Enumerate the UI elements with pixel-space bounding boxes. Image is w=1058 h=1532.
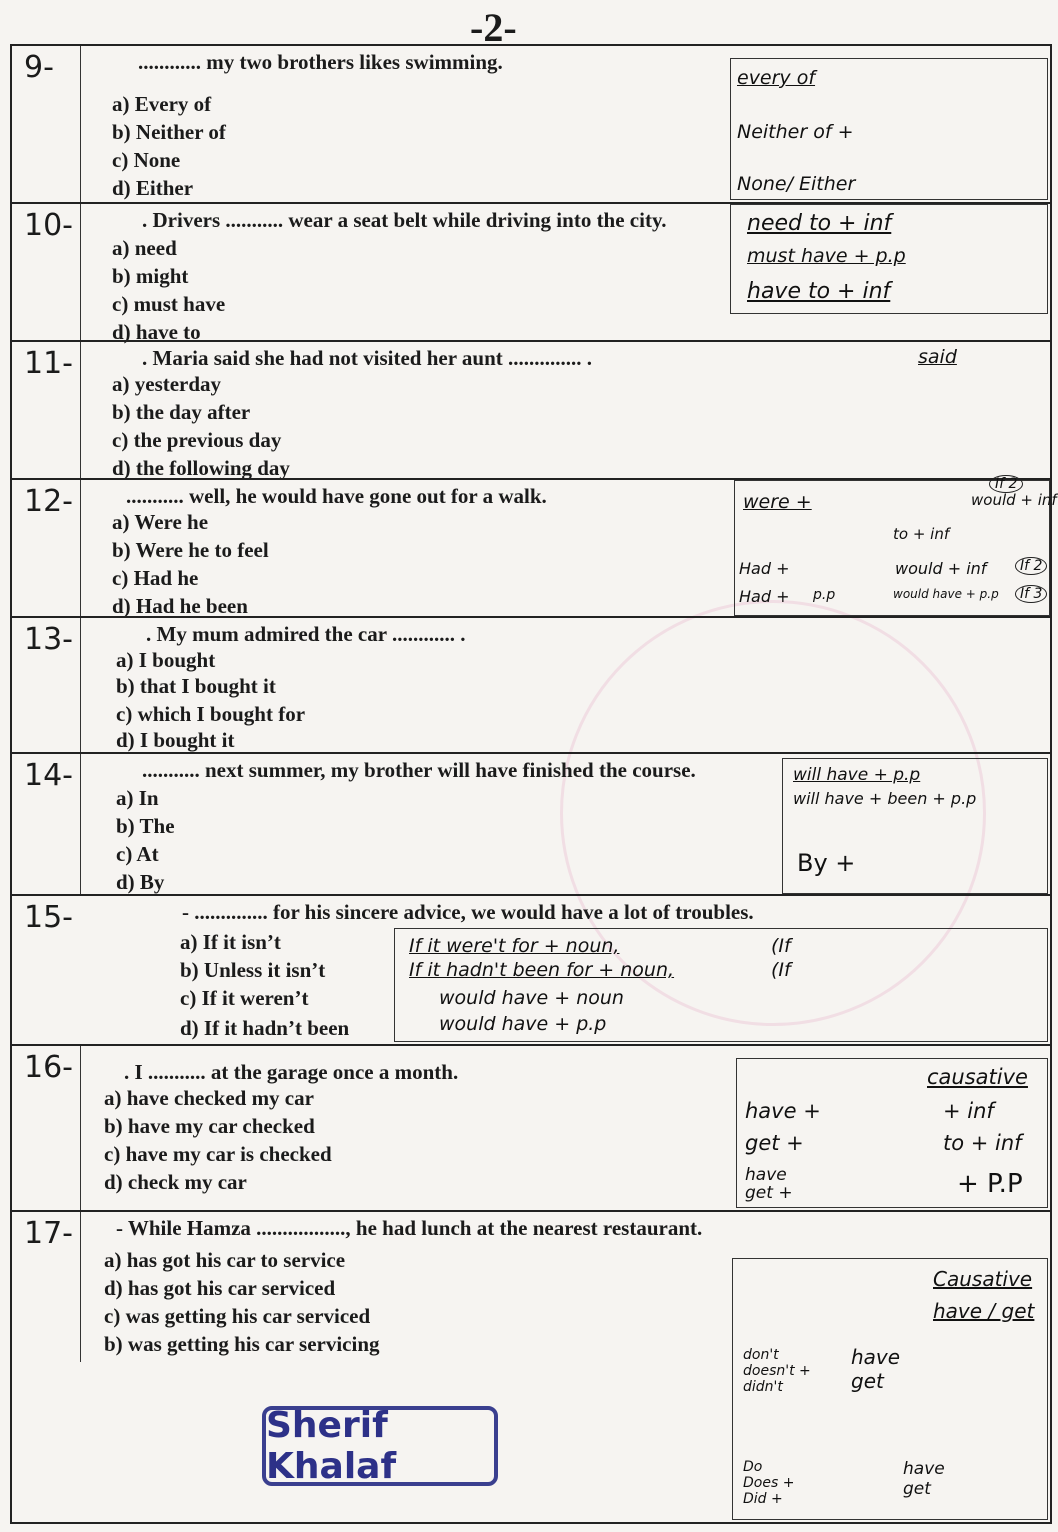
question-row (12, 46, 1050, 202)
question-number: 16- (24, 1050, 73, 1085)
handwritten-note: would + inf (895, 559, 987, 578)
handwritten-note: p.p (813, 587, 836, 603)
handwritten-note: doesn't + (743, 1363, 811, 1379)
handwritten-note: need to + inf (747, 211, 892, 236)
question-number: 10- (24, 208, 73, 243)
note-box (782, 758, 1048, 894)
note-box (734, 476, 1057, 616)
question-number: 12- (24, 484, 73, 519)
option-b[interactable]: b) might (112, 264, 189, 288)
handwritten-note: would have + p.p (893, 587, 999, 601)
option-a[interactable]: a) Were he (112, 510, 209, 534)
option-a[interactable]: a) have checked my car (104, 1086, 314, 1110)
question-text: . Drivers ........... wear a seat belt while driving into the city. (142, 208, 667, 232)
worksheet (10, 44, 1057, 1524)
question-number: 9- (24, 50, 54, 85)
option-b[interactable]: b) Were he to feel (112, 538, 269, 562)
handwritten-note: None/ Either (737, 173, 856, 195)
option-b[interactable]: b) have my car checked (104, 1114, 315, 1138)
handwritten-note: to + inf (943, 1131, 1022, 1155)
handwritten-note: were + (743, 491, 812, 513)
handwritten-note: If it hadn't been for + noun, (409, 959, 675, 981)
handwritten-note: By + (797, 849, 856, 877)
option-d[interactable]: d) the following day (112, 456, 290, 480)
option-a[interactable]: a) In (116, 786, 159, 810)
note-box (736, 1058, 1048, 1208)
option-d[interactable]: d) check my car (104, 1170, 247, 1194)
handwritten-note: would have + noun (439, 987, 624, 1009)
question-row (12, 340, 1050, 478)
question-text: ............ my two brothers likes swimming. (138, 50, 503, 74)
handwritten-note: Had + (739, 587, 790, 606)
handwritten-note: (If (771, 935, 791, 957)
option-a[interactable]: a) If it isn’t (180, 930, 281, 954)
question-text: . I ........... at the garage once a month. (124, 1060, 459, 1084)
option-d[interactable]: d) have to (112, 320, 201, 344)
option-d[interactable]: d) If it hadn’t been (180, 1016, 350, 1040)
handwritten-note: have (903, 1459, 945, 1479)
handwritten-note: would have + p.p (439, 1013, 607, 1035)
question-row (12, 1044, 1050, 1210)
question-number: 14- (24, 758, 73, 793)
option-c[interactable]: c) must have (112, 292, 226, 316)
option-c[interactable]: c) If it weren’t (180, 986, 309, 1010)
question-text: ........... well, he would have gone out for a walk. (126, 484, 547, 508)
handwritten-note: have + (745, 1099, 821, 1123)
handwritten-note: have / get (933, 1299, 1035, 1323)
option-c[interactable]: c) was getting his car serviced (104, 1304, 371, 1328)
question-row (12, 1210, 1050, 1526)
option-b[interactable]: b) Unless it isn’t (180, 958, 326, 982)
handwritten-note: have (851, 1345, 901, 1369)
handwritten-note: have (745, 1165, 787, 1185)
note-box (730, 204, 1048, 314)
option-d[interactable]: d) Had he been (112, 594, 248, 618)
handwritten-note: Does + (743, 1475, 795, 1491)
handwritten-note: Do (743, 1459, 763, 1475)
handwritten-note: get (903, 1479, 931, 1499)
question-number: 17- (24, 1216, 73, 1251)
option-c[interactable]: c) the previous day (112, 428, 282, 452)
handwritten-note: didn't (743, 1379, 783, 1395)
option-d[interactable]: d) By (116, 870, 165, 894)
option-c[interactable]: c) which I bought for (116, 702, 306, 726)
handwritten-note: must have + p.p (747, 245, 906, 267)
question-text: ........... next summer, my brother will have finished the course. (142, 758, 696, 782)
question-number: 11- (24, 346, 73, 381)
question-row (12, 616, 1050, 752)
option-a[interactable]: a) Every of (112, 92, 212, 116)
option-d[interactable]: d) Either (112, 176, 194, 200)
handwritten-note: don't (743, 1347, 779, 1363)
handwritten-note: + P.P (957, 1169, 1023, 1199)
question-row (12, 476, 1057, 618)
option-b[interactable]: b) Neither of (112, 120, 226, 144)
handwritten-note: causative (927, 1065, 1028, 1089)
question-row (12, 202, 1050, 344)
handwritten-note: get + (745, 1183, 793, 1203)
handwritten-note: If 2 (1015, 557, 1047, 575)
note-box (730, 58, 1048, 200)
option-a[interactable]: a) need (112, 236, 177, 260)
handwritten-note: to + inf (893, 525, 950, 543)
option-d[interactable]: d) has got his car serviced (104, 1276, 336, 1300)
handwritten-note: If 2 (989, 475, 1023, 493)
handwritten-note: will have + p.p (793, 765, 921, 785)
handwritten-note: Had + (739, 559, 790, 578)
question-row (12, 752, 1050, 894)
question-text: . My mum admired the car ............ . (146, 622, 466, 646)
handwritten-note: If it were't for + noun, (409, 935, 620, 957)
author-stamp: Sherif Khalaf (262, 1406, 498, 1486)
option-c[interactable]: c) have my car is checked (104, 1142, 332, 1166)
handwritten-note: (If (771, 959, 791, 981)
option-a[interactable]: a) I bought (116, 648, 216, 672)
note-box (394, 928, 1048, 1042)
question-number: 15- (24, 900, 73, 935)
handwritten-note: every of (737, 67, 816, 89)
option-d[interactable]: d) I bought it (116, 728, 235, 752)
question-text: . Maria said she had not visited her aunt .............. . (142, 346, 592, 370)
handwritten-note: Did + (743, 1491, 783, 1507)
handwritten-note: would + inf (971, 491, 1057, 509)
handwritten-note: have to + inf (747, 279, 891, 304)
question-row (12, 894, 1050, 1044)
handwritten-note: get + (745, 1131, 804, 1155)
option-b[interactable]: b) The (116, 814, 175, 838)
handwritten-note: + inf (943, 1099, 994, 1123)
page-number: -2- (470, 5, 517, 50)
option-a[interactable]: a) has got his car to service (104, 1248, 346, 1272)
option-b[interactable]: b) was getting his car servicing (104, 1332, 380, 1356)
option-a[interactable]: a) yesterday (112, 372, 222, 396)
handwritten-note: Neither of + (737, 121, 854, 143)
option-c[interactable]: c) None (112, 148, 181, 172)
option-b[interactable]: b) the day after (112, 400, 251, 424)
question-number: 13- (24, 622, 73, 657)
option-c[interactable]: c) At (116, 842, 159, 866)
note-box (732, 1258, 1048, 1520)
handwritten-note: If 3 (1015, 585, 1047, 603)
handwritten-note: get (851, 1369, 884, 1393)
handwritten-note: Causative (933, 1267, 1033, 1291)
question-text: - .............. for his sincere advice, we would have a lot of troubles. (182, 900, 754, 924)
handwritten-note: will have + been + p.p (793, 789, 977, 808)
option-b[interactable]: b) that I bought it (116, 674, 276, 698)
option-c[interactable]: c) Had he (112, 566, 199, 590)
handwritten-note: said (918, 346, 957, 368)
question-text: - While Hamza ................., he had lunch at the nearest restaurant. (116, 1216, 703, 1240)
